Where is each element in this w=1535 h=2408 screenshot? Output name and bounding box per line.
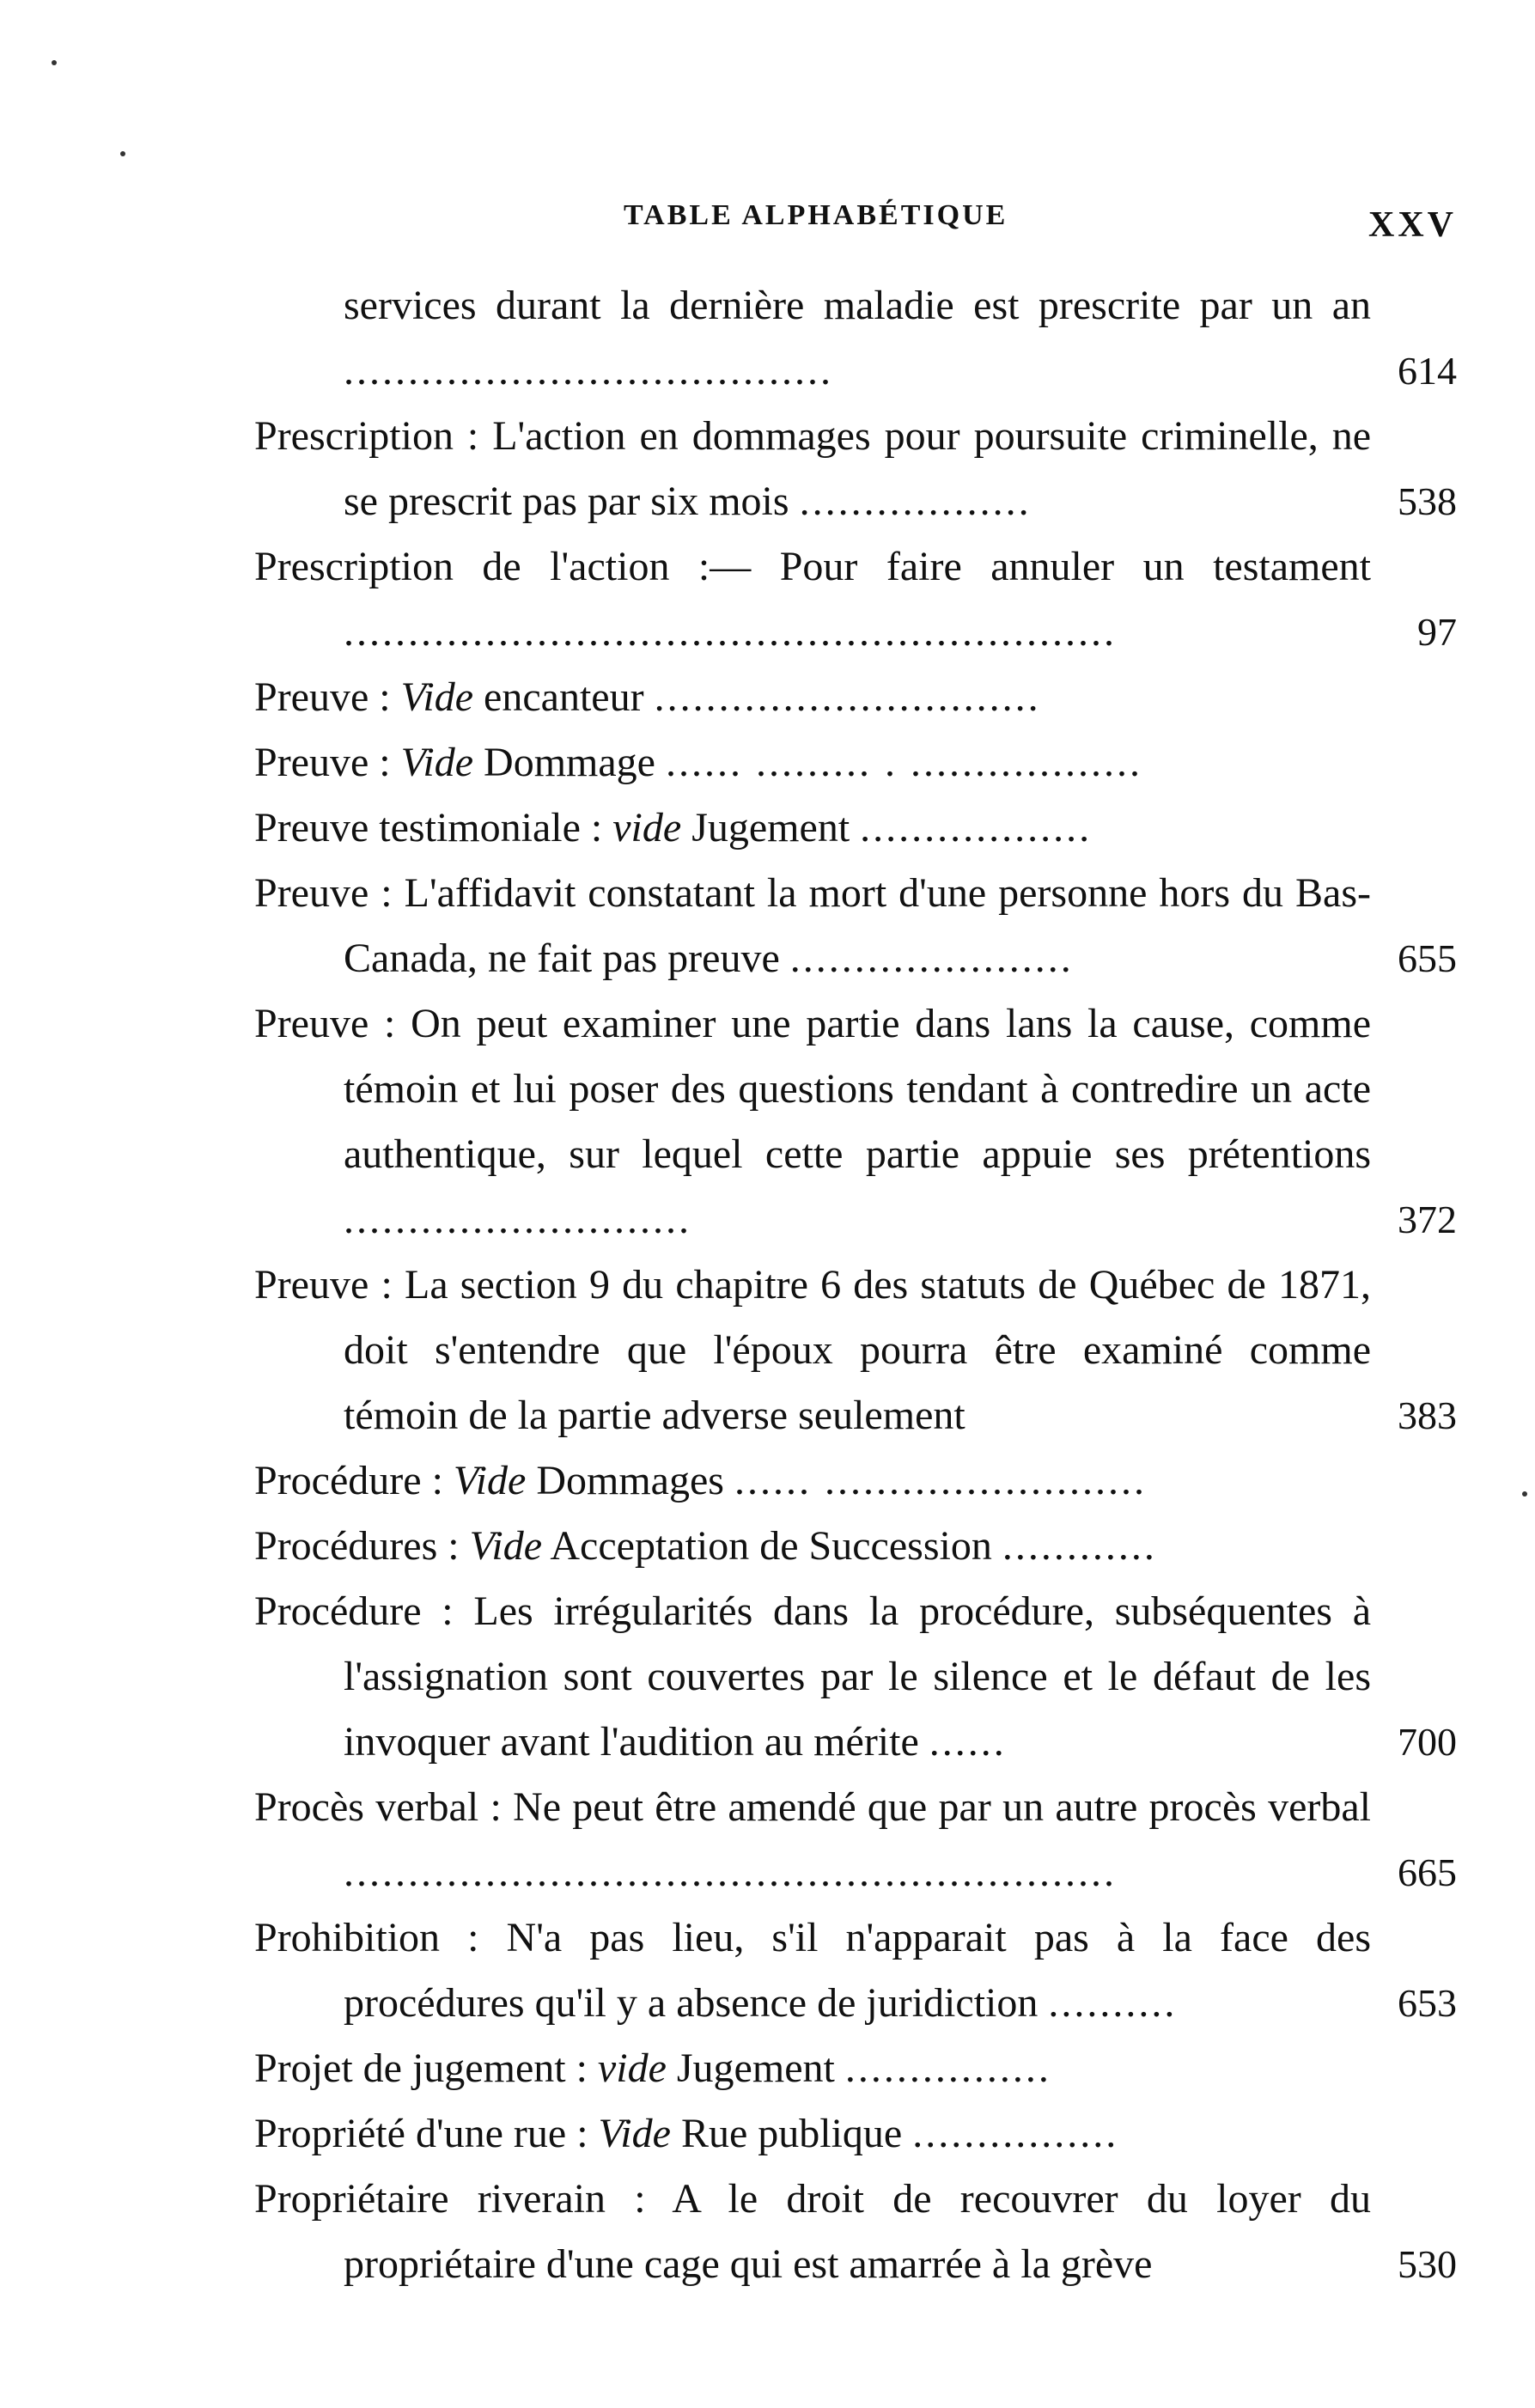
index-entry [254,1579,1457,1775]
leader-dots: .......... [1048,1980,1178,2026]
vide-reference: vide [597,2045,667,2091]
entry-text: Jugement [691,805,850,850]
entry-term: Preuve : [254,1262,393,1308]
entry-page: 700 [1398,1720,1457,1764]
leader-dots: .............................. [654,674,1041,720]
print-speck [120,151,125,156]
index-entry [254,1448,1457,1514]
entry-term: Procédures : [254,1523,460,1569]
leader-dots: ...................................... [344,348,833,393]
index-entries [254,273,1457,2297]
index-entry [254,404,1457,534]
leader-dots: ...... [929,1719,1007,1765]
leader-dots: ................ [844,2045,1051,2091]
entry-term: Projet de jugement : [254,2045,588,2091]
entry-text: L'action en dommages pour poursuite criminelle, ne se prescrit pas par six mois [344,413,1372,524]
entry-term: Prohibition : [254,1915,479,1960]
index-entry [254,534,1457,665]
page-header [254,199,1457,251]
leader-dots: ...................... [789,936,1074,981]
leader-dots: ...... ......................... [734,1458,1147,1503]
entry-text: Ne peut être amendé que par un autre procès verbal [513,1784,1372,1830]
index-entry [254,1775,1457,1905]
leader-dots: .................. [860,805,1093,850]
index-entry [254,2036,1457,2101]
entry-text: Les irrégularités dans la procédure, subséquentes à l'assignation sont couvertes par le silence et le défaut de les invoquer avant l'audition au mérite [344,1588,1372,1765]
vide-reference: Vide [400,740,474,785]
index-entry [254,665,1457,730]
vide-reference: vide [612,805,682,850]
print-speck [1522,1491,1527,1497]
entry-page: 372 [1398,1198,1457,1241]
entry-term: Procès verbal : [254,1784,502,1830]
entry-term: Procédure : [254,1588,454,1634]
leader-dots: ............................................................ [344,1850,1117,1895]
entry-text: Pour faire annuler un testament [779,544,1372,589]
entry-text: Rue publique [680,2111,903,2156]
entry-text: Dommage [484,740,655,785]
entry-term: Preuve : [254,1001,396,1046]
entry-text: Acceptation de Succession [550,1523,992,1569]
entry-text: A le droit de recouvrer du loyer du propriétaire d'une cage qui est amarrée à la grève [344,2176,1372,2287]
entry-term: Preuve : [254,674,391,720]
index-entry [254,730,1457,796]
index-entry [254,2167,1457,2297]
vide-reference: Vide [400,674,474,720]
entry-text: encanteur [484,674,644,720]
page-number: XXV [1368,205,1457,245]
leader-dots: ........................... [344,1197,691,1242]
running-title: TABLE ALPHABÉTIQUE [624,199,1008,231]
index-entry [254,1514,1457,1579]
entry-page: 538 [1398,479,1457,523]
index-entry [254,991,1457,1253]
entry-page: 655 [1398,936,1457,980]
leader-dots: .................. [799,479,1032,524]
vide-reference: Vide [598,2111,671,2156]
index-entry [254,861,1457,991]
entry-page: 97 [1417,610,1457,654]
leader-dots: ............ [1002,1523,1157,1569]
entry-page: 665 [1398,1850,1457,1894]
entry-term: Preuve : [254,740,391,785]
entry-term: Preuve testimoniale : [254,805,603,850]
print-speck [52,60,57,65]
entry-term: Propriété d'une rue : [254,2111,588,2156]
index-entry [254,796,1457,861]
entry-term: Propriétaire riverain : [254,2176,646,2222]
index-entry [254,1253,1457,1448]
entry-text: L'affidavit constatant la mort d'une personne hors du Bas-Canada, ne fait pas preuve [344,870,1372,981]
leader-dots: ...... ......... . .................. [665,740,1142,785]
index-entry [254,2101,1457,2167]
vide-reference: Vide [469,1523,542,1569]
entry-term: Procédure : [254,1458,443,1503]
entry-text: Dommages [536,1458,724,1503]
entry-page: 530 [1398,2242,1457,2286]
entry-term: Preuve : [254,870,393,916]
entry-text: Jugement [676,2045,835,2091]
entry-page: 383 [1398,1393,1457,1437]
leader-dots: ............................................................ [344,609,1117,655]
entry-text: services durant la dernière maladie est prescrite par un an [344,283,1371,328]
entry-text: On peut examiner une partie dans lans la cause, comme témoin et lui poser des questions tendant à contredire un acte authentique, sur lequel cette partie appuie ses prétentions [344,1001,1372,1177]
entry-page: 614 [1398,349,1457,393]
index-entry [254,1905,1457,2036]
vide-reference: Vide [453,1458,527,1503]
index-entry [344,273,1457,404]
entry-page: 653 [1398,1981,1457,2025]
entry-text: La section 9 du chapitre 6 des statuts de Québec de 1871, doit s'entendre que l'époux pourra être examiné comme témoin de la partie adverse seulement [344,1262,1372,1438]
entry-term: Prescription de l'action :— [254,544,752,589]
entry-text: N'a pas lieu, s'il n'apparait pas à la face des procédures qu'il y a absence de juridiction [344,1915,1371,2026]
entry-term: Prescription : [254,413,479,459]
leader-dots: ................ [912,2111,1119,2156]
